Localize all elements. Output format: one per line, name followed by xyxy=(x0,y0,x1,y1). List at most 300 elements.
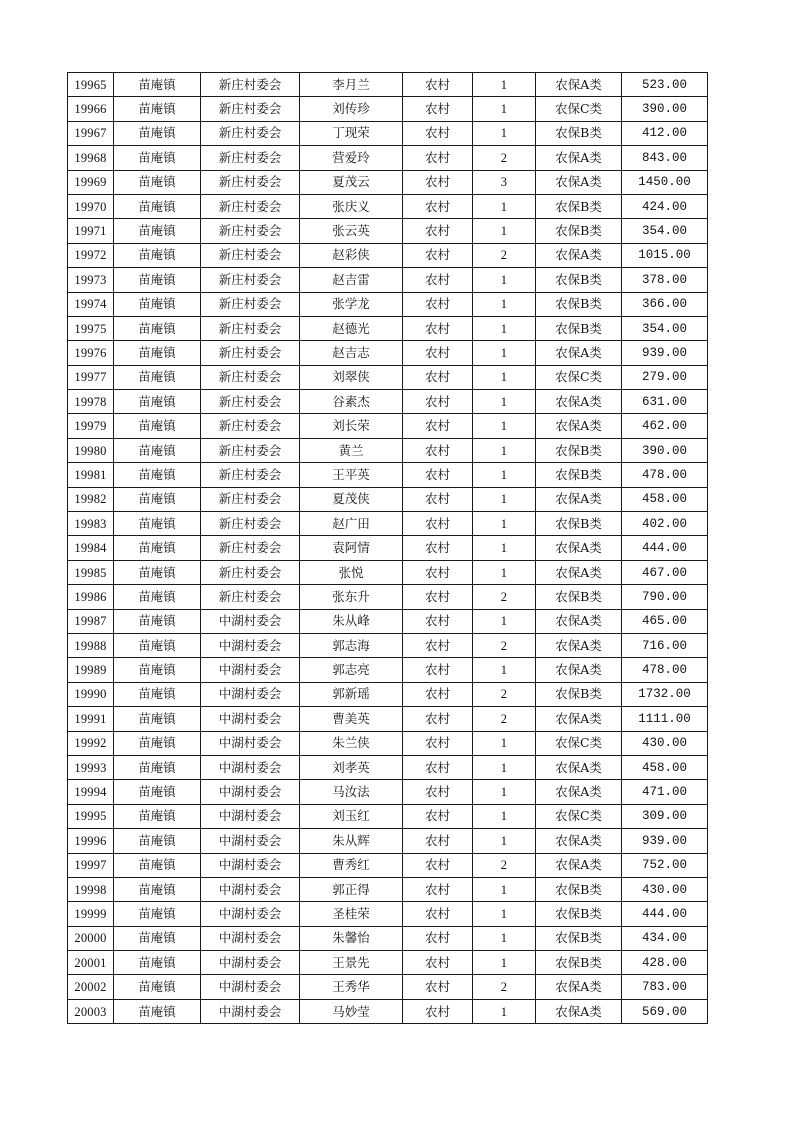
cell-serial-number: 19972 xyxy=(68,243,114,267)
cell-village-committee: 新庄村委会 xyxy=(201,97,300,121)
cell-insurance-category: 农保A类 xyxy=(536,658,622,682)
cell-town: 苗庵镇 xyxy=(114,804,201,828)
cell-amount: 390.00 xyxy=(622,438,708,462)
cell-amount: 1015.00 xyxy=(622,243,708,267)
cell-person-name: 刘翠侠 xyxy=(300,365,403,389)
cell-insurance-category: 农保A类 xyxy=(536,341,622,365)
table-row xyxy=(68,633,708,657)
cell-amount: 412.00 xyxy=(622,121,708,145)
cell-person-name: 夏茂侠 xyxy=(300,487,403,511)
cell-town: 苗庵镇 xyxy=(114,609,201,633)
cell-village-committee: 中湖村委会 xyxy=(201,999,300,1023)
cell-insurance-category: 农保A类 xyxy=(536,390,622,414)
cell-serial-number: 19996 xyxy=(68,829,114,853)
cell-amount: 471.00 xyxy=(622,780,708,804)
cell-town: 苗庵镇 xyxy=(114,560,201,584)
cell-town: 苗庵镇 xyxy=(114,585,201,609)
table-row xyxy=(68,121,708,145)
cell-serial-number: 19979 xyxy=(68,414,114,438)
beneficiary-table xyxy=(67,72,708,1024)
cell-village-committee: 新庄村委会 xyxy=(201,292,300,316)
cell-household-count: 2 xyxy=(473,975,536,999)
cell-village-committee: 新庄村委会 xyxy=(201,243,300,267)
cell-serial-number: 19990 xyxy=(68,682,114,706)
cell-area-type: 农村 xyxy=(403,560,473,584)
table-row xyxy=(68,902,708,926)
cell-town: 苗庵镇 xyxy=(114,146,201,170)
cell-amount: 790.00 xyxy=(622,585,708,609)
cell-insurance-category: 农保B类 xyxy=(536,877,622,901)
cell-area-type: 农村 xyxy=(403,707,473,731)
cell-amount: 1111.00 xyxy=(622,707,708,731)
cell-person-name: 张云英 xyxy=(300,219,403,243)
cell-village-committee: 新庄村委会 xyxy=(201,73,300,97)
cell-town: 苗庵镇 xyxy=(114,292,201,316)
cell-amount: 1732.00 xyxy=(622,682,708,706)
cell-town: 苗庵镇 xyxy=(114,73,201,97)
table-row xyxy=(68,268,708,292)
cell-insurance-category: 农保B类 xyxy=(536,438,622,462)
cell-area-type: 农村 xyxy=(403,438,473,462)
table-row xyxy=(68,609,708,633)
cell-person-name: 曹秀红 xyxy=(300,853,403,877)
cell-village-committee: 中湖村委会 xyxy=(201,853,300,877)
cell-household-count: 2 xyxy=(473,585,536,609)
table-row xyxy=(68,73,708,97)
cell-serial-number: 19965 xyxy=(68,73,114,97)
cell-town: 苗庵镇 xyxy=(114,707,201,731)
cell-serial-number: 19982 xyxy=(68,487,114,511)
cell-amount: 783.00 xyxy=(622,975,708,999)
cell-person-name: 夏茂云 xyxy=(300,170,403,194)
cell-person-name: 马妙莹 xyxy=(300,999,403,1023)
cell-insurance-category: 农保C类 xyxy=(536,97,622,121)
cell-amount: 458.00 xyxy=(622,755,708,779)
cell-town: 苗庵镇 xyxy=(114,121,201,145)
cell-town: 苗庵镇 xyxy=(114,926,201,950)
cell-person-name: 刘传珍 xyxy=(300,97,403,121)
cell-household-count: 1 xyxy=(473,268,536,292)
table-body xyxy=(68,73,708,1024)
cell-amount: 378.00 xyxy=(622,268,708,292)
cell-area-type: 农村 xyxy=(403,512,473,536)
cell-serial-number: 19997 xyxy=(68,853,114,877)
cell-insurance-category: 农保B类 xyxy=(536,512,622,536)
cell-area-type: 农村 xyxy=(403,292,473,316)
cell-village-committee: 新庄村委会 xyxy=(201,487,300,511)
cell-amount: 279.00 xyxy=(622,365,708,389)
cell-person-name: 朱兰侠 xyxy=(300,731,403,755)
cell-household-count: 1 xyxy=(473,731,536,755)
cell-town: 苗庵镇 xyxy=(114,463,201,487)
cell-area-type: 农村 xyxy=(403,877,473,901)
cell-amount: 752.00 xyxy=(622,853,708,877)
cell-amount: 467.00 xyxy=(622,560,708,584)
cell-household-count: 1 xyxy=(473,97,536,121)
cell-household-count: 1 xyxy=(473,804,536,828)
cell-person-name: 刘玉红 xyxy=(300,804,403,828)
cell-person-name: 谷素杰 xyxy=(300,390,403,414)
cell-person-name: 张庆义 xyxy=(300,194,403,218)
cell-town: 苗庵镇 xyxy=(114,243,201,267)
cell-serial-number: 19991 xyxy=(68,707,114,731)
cell-town: 苗庵镇 xyxy=(114,316,201,340)
table-row xyxy=(68,341,708,365)
table-row xyxy=(68,707,708,731)
table-row xyxy=(68,438,708,462)
cell-insurance-category: 农保A类 xyxy=(536,780,622,804)
table-row xyxy=(68,780,708,804)
cell-household-count: 1 xyxy=(473,829,536,853)
cell-person-name: 袁阿情 xyxy=(300,536,403,560)
cell-amount: 354.00 xyxy=(622,219,708,243)
cell-person-name: 王景先 xyxy=(300,951,403,975)
table-row xyxy=(68,951,708,975)
table-row xyxy=(68,829,708,853)
cell-town: 苗庵镇 xyxy=(114,999,201,1023)
table-row xyxy=(68,146,708,170)
cell-amount: 434.00 xyxy=(622,926,708,950)
cell-town: 苗庵镇 xyxy=(114,438,201,462)
cell-household-count: 1 xyxy=(473,512,536,536)
cell-person-name: 曹美英 xyxy=(300,707,403,731)
cell-village-committee: 新庄村委会 xyxy=(201,146,300,170)
cell-area-type: 农村 xyxy=(403,121,473,145)
cell-person-name: 朱从峰 xyxy=(300,609,403,633)
cell-person-name: 赵德光 xyxy=(300,316,403,340)
cell-person-name: 王秀华 xyxy=(300,975,403,999)
cell-person-name: 赵彩侠 xyxy=(300,243,403,267)
cell-amount: 939.00 xyxy=(622,341,708,365)
cell-area-type: 农村 xyxy=(403,853,473,877)
cell-serial-number: 20001 xyxy=(68,951,114,975)
cell-serial-number: 19977 xyxy=(68,365,114,389)
cell-village-committee: 新庄村委会 xyxy=(201,365,300,389)
table-row xyxy=(68,536,708,560)
cell-serial-number: 19992 xyxy=(68,731,114,755)
cell-household-count: 1 xyxy=(473,999,536,1023)
cell-town: 苗庵镇 xyxy=(114,487,201,511)
cell-village-committee: 新庄村委会 xyxy=(201,390,300,414)
cell-town: 苗庵镇 xyxy=(114,829,201,853)
cell-town: 苗庵镇 xyxy=(114,512,201,536)
cell-insurance-category: 农保A类 xyxy=(536,609,622,633)
table-row xyxy=(68,463,708,487)
cell-serial-number: 19968 xyxy=(68,146,114,170)
cell-insurance-category: 农保C类 xyxy=(536,804,622,828)
cell-village-committee: 中湖村委会 xyxy=(201,804,300,828)
cell-amount: 390.00 xyxy=(622,97,708,121)
cell-town: 苗庵镇 xyxy=(114,268,201,292)
cell-insurance-category: 农保B类 xyxy=(536,902,622,926)
cell-village-committee: 新庄村委会 xyxy=(201,560,300,584)
cell-serial-number: 19973 xyxy=(68,268,114,292)
cell-household-count: 2 xyxy=(473,146,536,170)
cell-household-count: 1 xyxy=(473,194,536,218)
cell-insurance-category: 农保B类 xyxy=(536,463,622,487)
cell-town: 苗庵镇 xyxy=(114,780,201,804)
cell-town: 苗庵镇 xyxy=(114,853,201,877)
cell-amount: 631.00 xyxy=(622,390,708,414)
cell-area-type: 农村 xyxy=(403,146,473,170)
cell-insurance-category: 农保B类 xyxy=(536,292,622,316)
table-row xyxy=(68,487,708,511)
cell-village-committee: 中湖村委会 xyxy=(201,829,300,853)
cell-person-name: 郭正得 xyxy=(300,877,403,901)
cell-household-count: 1 xyxy=(473,926,536,950)
cell-area-type: 农村 xyxy=(403,975,473,999)
cell-area-type: 农村 xyxy=(403,951,473,975)
cell-person-name: 刘孝英 xyxy=(300,755,403,779)
cell-town: 苗庵镇 xyxy=(114,219,201,243)
cell-serial-number: 20000 xyxy=(68,926,114,950)
cell-serial-number: 19969 xyxy=(68,170,114,194)
cell-area-type: 农村 xyxy=(403,73,473,97)
cell-town: 苗庵镇 xyxy=(114,975,201,999)
cell-serial-number: 19983 xyxy=(68,512,114,536)
cell-village-committee: 中湖村委会 xyxy=(201,633,300,657)
cell-area-type: 农村 xyxy=(403,829,473,853)
cell-serial-number: 19981 xyxy=(68,463,114,487)
table-row xyxy=(68,804,708,828)
cell-area-type: 农村 xyxy=(403,780,473,804)
cell-amount: 366.00 xyxy=(622,292,708,316)
cell-town: 苗庵镇 xyxy=(114,877,201,901)
cell-insurance-category: 农保A类 xyxy=(536,73,622,97)
cell-insurance-category: 农保A类 xyxy=(536,146,622,170)
cell-household-count: 1 xyxy=(473,73,536,97)
cell-area-type: 农村 xyxy=(403,609,473,633)
cell-household-count: 1 xyxy=(473,780,536,804)
cell-serial-number: 19976 xyxy=(68,341,114,365)
cell-household-count: 1 xyxy=(473,951,536,975)
cell-area-type: 农村 xyxy=(403,219,473,243)
cell-amount: 430.00 xyxy=(622,731,708,755)
cell-amount: 458.00 xyxy=(622,487,708,511)
cell-household-count: 1 xyxy=(473,536,536,560)
cell-serial-number: 19999 xyxy=(68,902,114,926)
cell-person-name: 赵广田 xyxy=(300,512,403,536)
cell-insurance-category: 农保A类 xyxy=(536,755,622,779)
cell-person-name: 张学龙 xyxy=(300,292,403,316)
cell-town: 苗庵镇 xyxy=(114,731,201,755)
cell-amount: 939.00 xyxy=(622,829,708,853)
table-row xyxy=(68,731,708,755)
cell-village-committee: 新庄村委会 xyxy=(201,219,300,243)
cell-person-name: 朱从辉 xyxy=(300,829,403,853)
cell-village-committee: 新庄村委会 xyxy=(201,536,300,560)
cell-village-committee: 中湖村委会 xyxy=(201,658,300,682)
cell-household-count: 1 xyxy=(473,341,536,365)
cell-village-committee: 中湖村委会 xyxy=(201,609,300,633)
cell-village-committee: 新庄村委会 xyxy=(201,194,300,218)
table-row xyxy=(68,585,708,609)
cell-area-type: 农村 xyxy=(403,316,473,340)
table-row xyxy=(68,390,708,414)
cell-insurance-category: 农保A类 xyxy=(536,536,622,560)
cell-village-committee: 新庄村委会 xyxy=(201,585,300,609)
cell-town: 苗庵镇 xyxy=(114,633,201,657)
cell-area-type: 农村 xyxy=(403,731,473,755)
cell-person-name: 圣桂荣 xyxy=(300,902,403,926)
cell-amount: 444.00 xyxy=(622,902,708,926)
cell-area-type: 农村 xyxy=(403,243,473,267)
cell-amount: 354.00 xyxy=(622,316,708,340)
cell-household-count: 2 xyxy=(473,633,536,657)
cell-insurance-category: 农保B类 xyxy=(536,316,622,340)
cell-person-name: 赵吉雷 xyxy=(300,268,403,292)
cell-person-name: 张东升 xyxy=(300,585,403,609)
cell-household-count: 2 xyxy=(473,682,536,706)
cell-household-count: 2 xyxy=(473,853,536,877)
table-row xyxy=(68,292,708,316)
cell-amount: 523.00 xyxy=(622,73,708,97)
cell-village-committee: 中湖村委会 xyxy=(201,877,300,901)
cell-village-committee: 新庄村委会 xyxy=(201,170,300,194)
cell-amount: 428.00 xyxy=(622,951,708,975)
cell-area-type: 农村 xyxy=(403,902,473,926)
cell-area-type: 农村 xyxy=(403,268,473,292)
cell-household-count: 1 xyxy=(473,755,536,779)
cell-area-type: 农村 xyxy=(403,926,473,950)
cell-town: 苗庵镇 xyxy=(114,170,201,194)
cell-amount: 843.00 xyxy=(622,146,708,170)
cell-insurance-category: 农保B类 xyxy=(536,951,622,975)
cell-area-type: 农村 xyxy=(403,97,473,121)
cell-insurance-category: 农保A类 xyxy=(536,243,622,267)
table-row xyxy=(68,316,708,340)
cell-serial-number: 19989 xyxy=(68,658,114,682)
cell-person-name: 丁现荣 xyxy=(300,121,403,145)
cell-household-count: 1 xyxy=(473,365,536,389)
table-row xyxy=(68,414,708,438)
cell-person-name: 张悦 xyxy=(300,560,403,584)
table-row xyxy=(68,755,708,779)
cell-household-count: 1 xyxy=(473,316,536,340)
table-row xyxy=(68,97,708,121)
cell-village-committee: 新庄村委会 xyxy=(201,414,300,438)
cell-area-type: 农村 xyxy=(403,585,473,609)
cell-amount: 716.00 xyxy=(622,633,708,657)
cell-area-type: 农村 xyxy=(403,999,473,1023)
cell-insurance-category: 农保A类 xyxy=(536,853,622,877)
cell-village-committee: 中湖村委会 xyxy=(201,975,300,999)
cell-person-name: 马汝法 xyxy=(300,780,403,804)
cell-household-count: 1 xyxy=(473,121,536,145)
cell-household-count: 1 xyxy=(473,219,536,243)
table-row xyxy=(68,999,708,1023)
cell-household-count: 1 xyxy=(473,390,536,414)
cell-town: 苗庵镇 xyxy=(114,341,201,365)
cell-area-type: 农村 xyxy=(403,487,473,511)
cell-village-committee: 中湖村委会 xyxy=(201,682,300,706)
cell-area-type: 农村 xyxy=(403,414,473,438)
cell-area-type: 农村 xyxy=(403,658,473,682)
cell-village-committee: 新庄村委会 xyxy=(201,316,300,340)
cell-town: 苗庵镇 xyxy=(114,755,201,779)
cell-amount: 444.00 xyxy=(622,536,708,560)
cell-insurance-category: 农保B类 xyxy=(536,219,622,243)
table-row xyxy=(68,560,708,584)
cell-person-name: 刘长荣 xyxy=(300,414,403,438)
cell-area-type: 农村 xyxy=(403,755,473,779)
cell-person-name: 李月兰 xyxy=(300,73,403,97)
cell-village-committee: 新庄村委会 xyxy=(201,512,300,536)
cell-village-committee: 新庄村委会 xyxy=(201,121,300,145)
cell-household-count: 1 xyxy=(473,438,536,462)
cell-town: 苗庵镇 xyxy=(114,390,201,414)
cell-household-count: 1 xyxy=(473,414,536,438)
cell-amount: 478.00 xyxy=(622,658,708,682)
cell-person-name: 郭志海 xyxy=(300,633,403,657)
cell-amount: 462.00 xyxy=(622,414,708,438)
cell-area-type: 农村 xyxy=(403,194,473,218)
cell-serial-number: 19988 xyxy=(68,633,114,657)
cell-household-count: 1 xyxy=(473,463,536,487)
cell-insurance-category: 农保A类 xyxy=(536,975,622,999)
table-row xyxy=(68,365,708,389)
cell-insurance-category: 农保A类 xyxy=(536,170,622,194)
cell-household-count: 1 xyxy=(473,609,536,633)
cell-village-committee: 中湖村委会 xyxy=(201,707,300,731)
cell-amount: 465.00 xyxy=(622,609,708,633)
table-row xyxy=(68,682,708,706)
cell-village-committee: 中湖村委会 xyxy=(201,951,300,975)
cell-serial-number: 19980 xyxy=(68,438,114,462)
cell-insurance-category: 农保B类 xyxy=(536,585,622,609)
cell-village-committee: 中湖村委会 xyxy=(201,926,300,950)
cell-town: 苗庵镇 xyxy=(114,682,201,706)
cell-insurance-category: 农保B类 xyxy=(536,926,622,950)
cell-town: 苗庵镇 xyxy=(114,658,201,682)
cell-village-committee: 新庄村委会 xyxy=(201,438,300,462)
cell-area-type: 农村 xyxy=(403,390,473,414)
table-row xyxy=(68,170,708,194)
table-row xyxy=(68,853,708,877)
cell-town: 苗庵镇 xyxy=(114,97,201,121)
cell-serial-number: 19985 xyxy=(68,560,114,584)
table-row xyxy=(68,877,708,901)
cell-serial-number: 19993 xyxy=(68,755,114,779)
cell-serial-number: 19971 xyxy=(68,219,114,243)
cell-serial-number: 19987 xyxy=(68,609,114,633)
cell-insurance-category: 农保C类 xyxy=(536,731,622,755)
cell-person-name: 郭志亮 xyxy=(300,658,403,682)
cell-serial-number: 20002 xyxy=(68,975,114,999)
cell-household-count: 2 xyxy=(473,243,536,267)
cell-serial-number: 19994 xyxy=(68,780,114,804)
cell-household-count: 1 xyxy=(473,877,536,901)
cell-insurance-category: 农保B类 xyxy=(536,268,622,292)
cell-area-type: 农村 xyxy=(403,536,473,560)
cell-amount: 309.00 xyxy=(622,804,708,828)
cell-person-name: 郭新瑶 xyxy=(300,682,403,706)
cell-town: 苗庵镇 xyxy=(114,365,201,389)
cell-insurance-category: 农保A类 xyxy=(536,487,622,511)
table-row xyxy=(68,243,708,267)
cell-household-count: 2 xyxy=(473,707,536,731)
cell-insurance-category: 农保A类 xyxy=(536,707,622,731)
cell-person-name: 赵吉志 xyxy=(300,341,403,365)
cell-household-count: 1 xyxy=(473,560,536,584)
cell-amount: 569.00 xyxy=(622,999,708,1023)
cell-serial-number: 19995 xyxy=(68,804,114,828)
cell-person-name: 黄兰 xyxy=(300,438,403,462)
cell-person-name: 营爱玲 xyxy=(300,146,403,170)
cell-household-count: 1 xyxy=(473,292,536,316)
cell-insurance-category: 农保A类 xyxy=(536,633,622,657)
cell-household-count: 1 xyxy=(473,658,536,682)
